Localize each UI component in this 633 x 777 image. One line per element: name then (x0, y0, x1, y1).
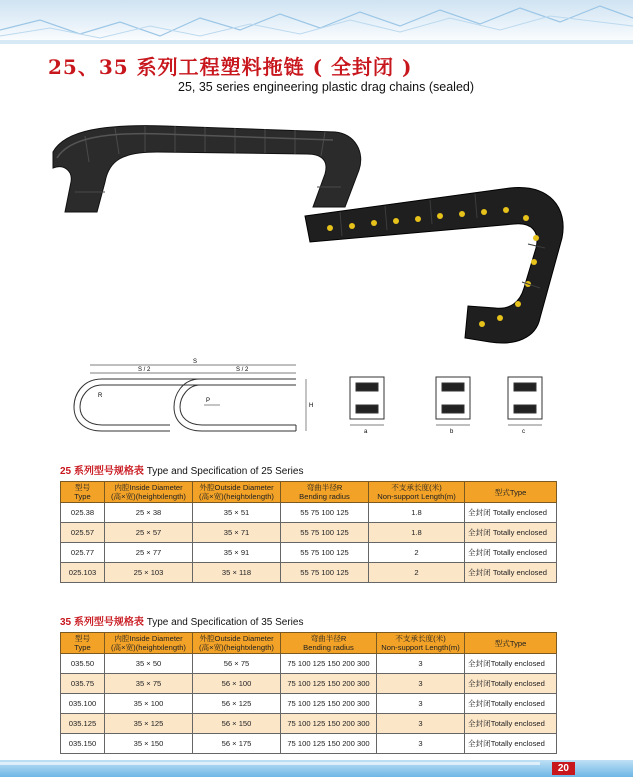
technical-drawing (60, 355, 570, 440)
label-b: b (450, 429, 454, 435)
table-cell: 035.50 (61, 654, 105, 674)
table-cell: 025.57 (61, 523, 105, 543)
table-cell: 025.77 (61, 543, 105, 563)
table-row (61, 714, 557, 734)
section-heading-cn: 25 系列型号规格表 (60, 466, 144, 477)
table-row (61, 654, 557, 674)
table-cell: 035.75 (61, 674, 105, 694)
table-row (61, 694, 557, 714)
table-cell: 3 (377, 654, 465, 674)
table-row (61, 674, 557, 694)
table-header-cell: 型式Type (465, 482, 557, 503)
page-title: 25、35 系列工程塑料拖链 ( 全封闭 ) (48, 55, 413, 79)
table-header-cell: 外腔Outside Diameter (高×宽)(heightxlength) (193, 633, 281, 654)
spec-table-35 (60, 632, 557, 754)
table-cell: 55 75 100 125 (281, 523, 369, 543)
table-cell: 75 100 125 150 200 300 (281, 674, 377, 694)
label-s: S (193, 359, 198, 365)
table-header-cell: 内腔Inside Diameter (高×宽)(heightxlength) (105, 482, 193, 503)
table-cell: 75 100 125 150 200 300 (281, 734, 377, 754)
table-cell: 3 (377, 714, 465, 734)
table-header-cell: 型号 Type (61, 482, 105, 503)
label-s2-right: S / 2 (236, 367, 249, 373)
table-cell: 35 × 100 (105, 694, 193, 714)
table-header-cell: 型号 Type (61, 633, 105, 654)
table-header-cell: 外腔Outside Diameter (高×宽)(heightxlength) (193, 482, 281, 503)
label-h: H (309, 403, 314, 409)
table-cell: 35 × 118 (193, 563, 281, 583)
table-cell: 3 (377, 674, 465, 694)
footer-band (0, 760, 633, 777)
label-c: c (522, 429, 525, 435)
table-cell: 全封闭Totally enclosed (465, 654, 557, 674)
table-cell: 全封闭 Totally enclosed (465, 503, 557, 523)
drag-chain-photo-right (300, 178, 590, 348)
table-cell: 全封闭Totally enclosed (465, 674, 557, 694)
table-cell: 3 (377, 694, 465, 714)
table-header-cell: 弯曲半径R Bending radius (281, 482, 369, 503)
table-row (61, 523, 557, 543)
label-r: R (98, 393, 103, 399)
section-heading-cn: 35 系列型号规格表 (60, 617, 144, 628)
table-cell: 75 100 125 150 200 300 (281, 714, 377, 734)
table-cell: 56 × 100 (193, 674, 281, 694)
table-header-row (61, 482, 557, 503)
table-header-cell: 弯曲半径R Bending radius (281, 633, 377, 654)
table-cell: 25 × 38 (105, 503, 193, 523)
table-cell: 2 (369, 543, 465, 563)
table-cell: 75 100 125 150 200 300 (281, 694, 377, 714)
table-cell: 1.8 (369, 523, 465, 543)
table-cell: 35 × 150 (105, 734, 193, 754)
table-cell: 35 × 75 (105, 674, 193, 694)
section-heading-en: Type and Specification of 35 Series (146, 617, 304, 628)
header-banner (0, 0, 633, 44)
section-heading-en: Type and Specification of 25 Series (146, 466, 304, 477)
section-heading-35 (60, 613, 303, 628)
table-cell: 全封闭 Totally enclosed (465, 563, 557, 583)
table-cell: 025.103 (61, 563, 105, 583)
table-row (61, 734, 557, 754)
table-cell: 25 × 103 (105, 563, 193, 583)
table-cell: 035.150 (61, 734, 105, 754)
table-cell: 56 × 150 (193, 714, 281, 734)
table-cell: 55 75 100 125 (281, 543, 369, 563)
table-header-cell: 型式Type (465, 633, 557, 654)
section-heading-25 (60, 462, 303, 477)
table-header-row (61, 633, 557, 654)
label-a: a (364, 429, 368, 435)
table-cell: 55 75 100 125 (281, 503, 369, 523)
table-cell: 全封闭Totally enclosed (465, 694, 557, 714)
table-cell: 35 × 71 (193, 523, 281, 543)
table-cell: 35 × 125 (105, 714, 193, 734)
table-cell: 25 × 77 (105, 543, 193, 563)
table-header-cell: 不支承长度(米) Non-support Length(m) (377, 633, 465, 654)
table-row (61, 543, 557, 563)
table-cell: 2 (369, 563, 465, 583)
table-row (61, 503, 557, 523)
table-cell: 025.38 (61, 503, 105, 523)
table-cell: 全封闭 Totally enclosed (465, 543, 557, 563)
table-header-cell: 不支承长度(米) Non-support Length(m) (369, 482, 465, 503)
table-cell: 35 × 51 (193, 503, 281, 523)
table-row (61, 563, 557, 583)
table-header-cell: 内腔Inside Diameter (高×宽)(heightxlength) (105, 633, 193, 654)
table-cell: 56 × 175 (193, 734, 281, 754)
table-cell: 全封闭Totally enclosed (465, 734, 557, 754)
page-subtitle: 25, 35 series engineering plastic drag chains (sealed) (178, 80, 475, 94)
table-cell: 035.100 (61, 694, 105, 714)
table-cell: 35 × 50 (105, 654, 193, 674)
table-cell: 55 75 100 125 (281, 563, 369, 583)
page-number: 20 (552, 762, 575, 775)
table-cell: 035.125 (61, 714, 105, 734)
table-cell: 56 × 75 (193, 654, 281, 674)
table-cell: 1.8 (369, 503, 465, 523)
table-cell: 3 (377, 734, 465, 754)
label-s2-left: S / 2 (138, 367, 151, 373)
label-p: P (206, 398, 211, 404)
table-cell: 全封闭Totally enclosed (465, 714, 557, 734)
table-cell: 25 × 57 (105, 523, 193, 543)
table-cell: 全封闭 Totally enclosed (465, 523, 557, 543)
spec-table-25 (60, 481, 557, 583)
header-wave-graphic (0, 0, 633, 44)
table-cell: 35 × 91 (193, 543, 281, 563)
table-cell: 75 100 125 150 200 300 (281, 654, 377, 674)
table-cell: 56 × 125 (193, 694, 281, 714)
